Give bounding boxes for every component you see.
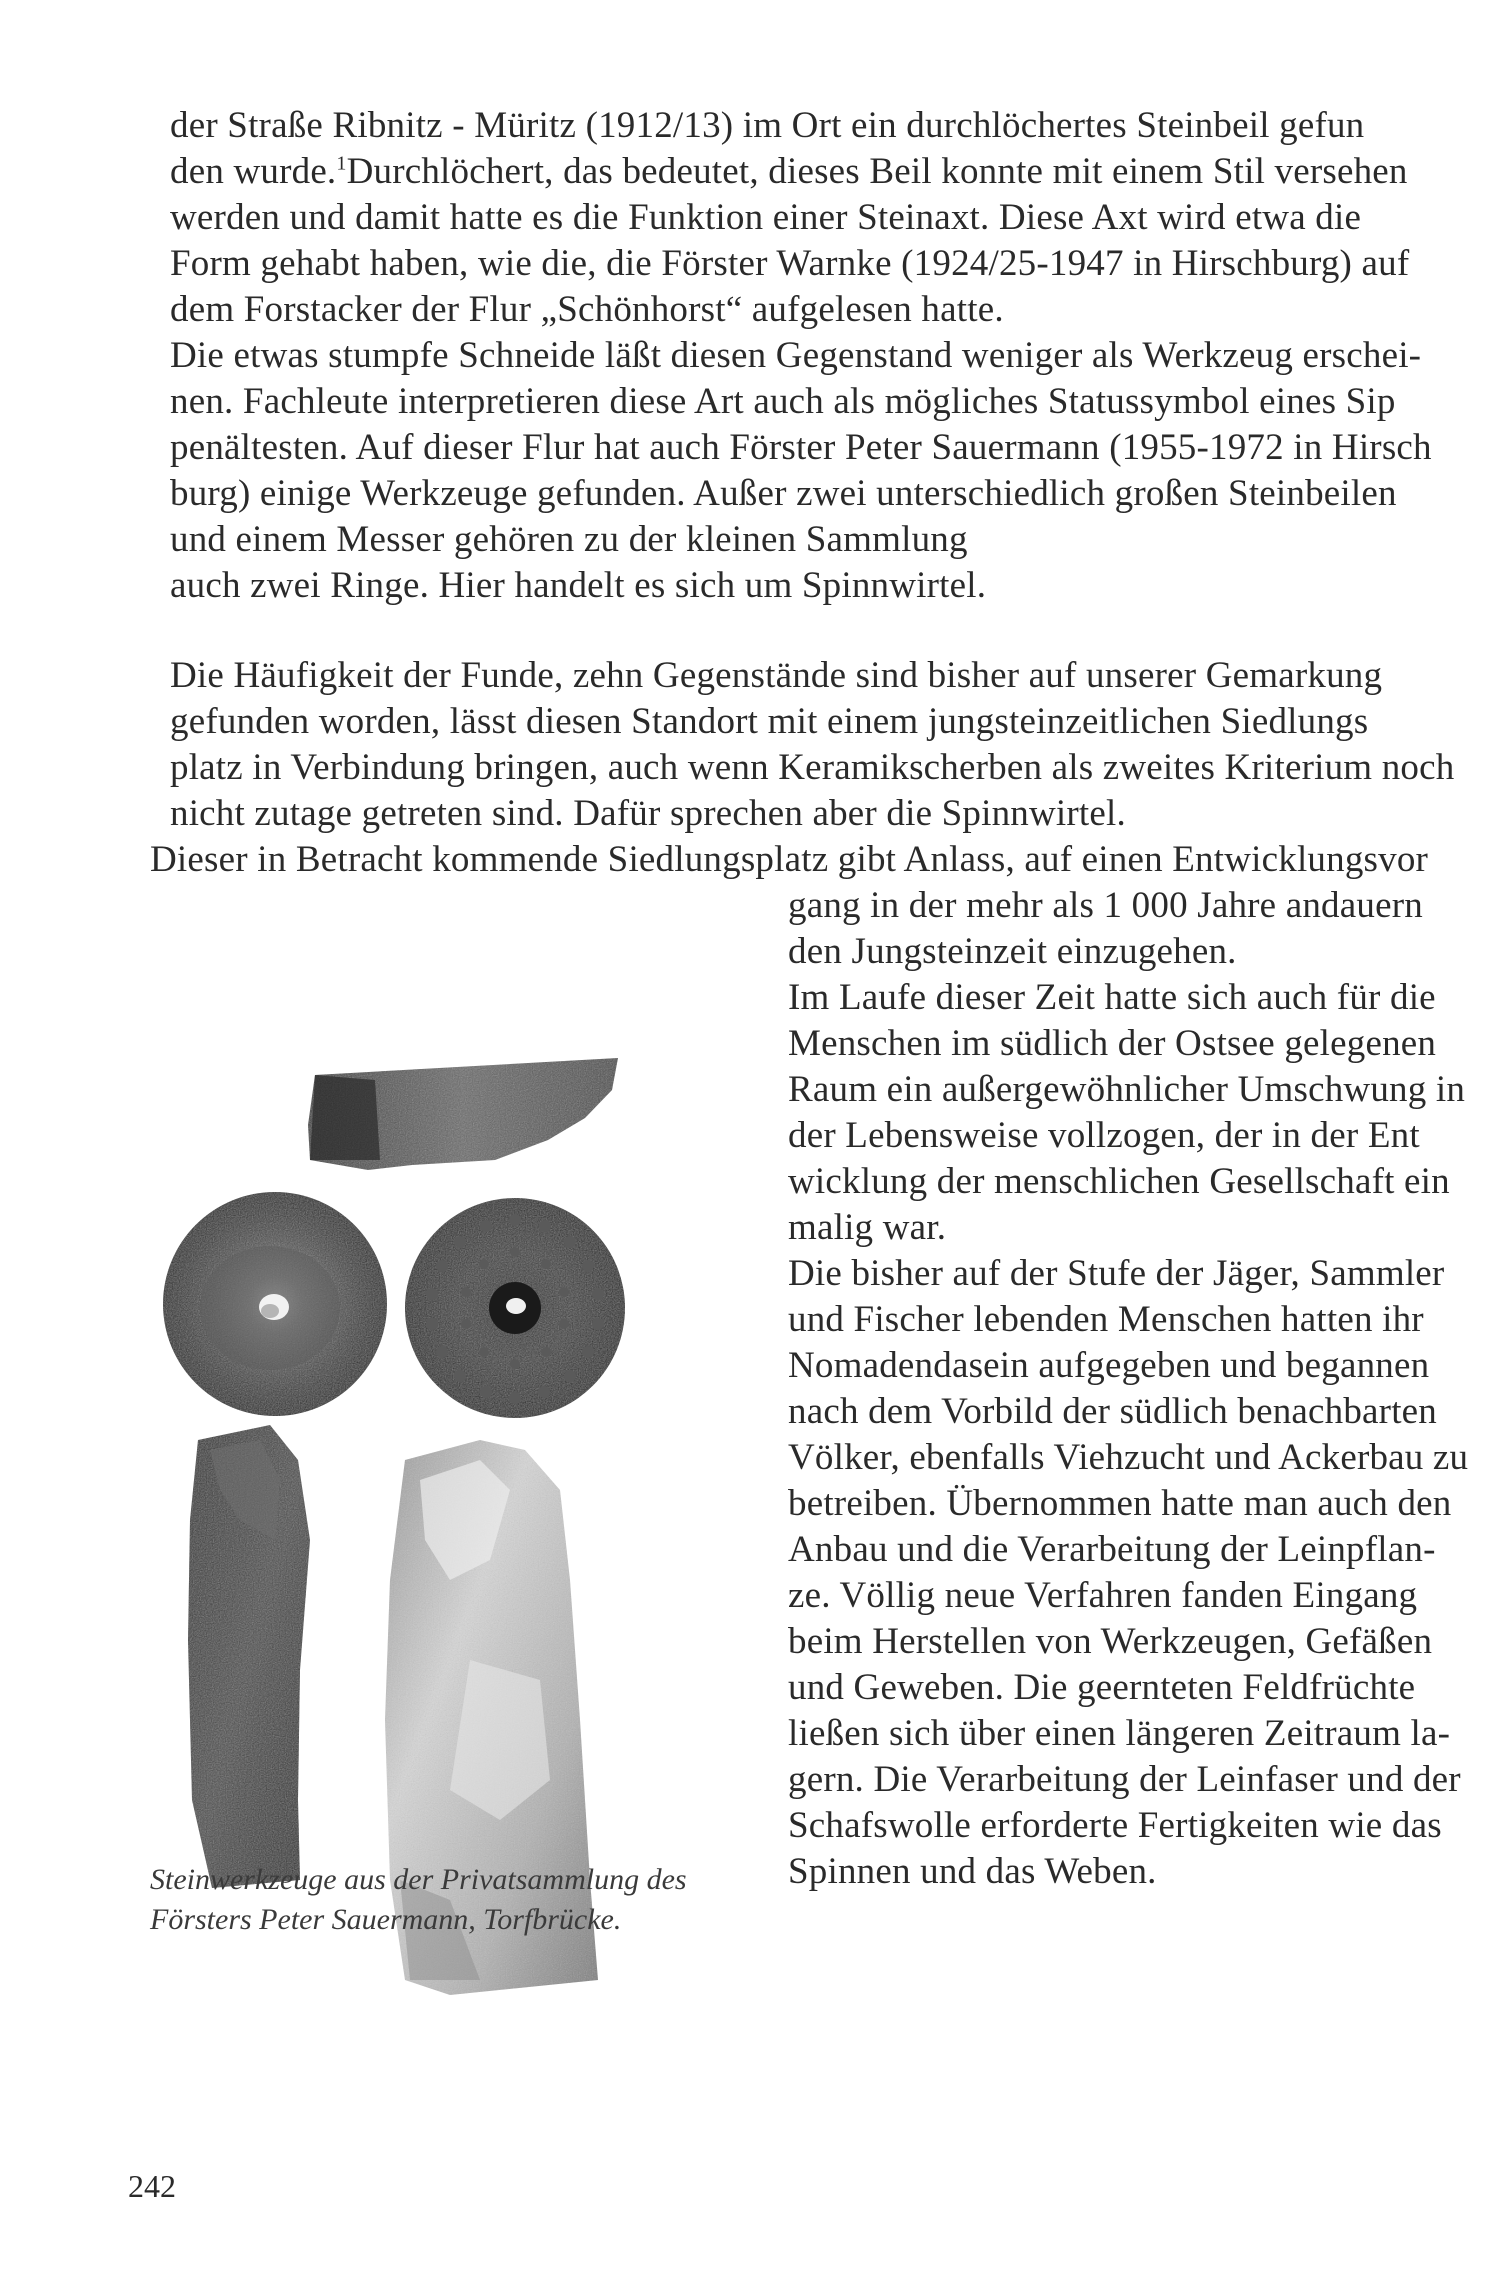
text-line: gang in der mehr als 1 000 Jahre andauern	[788, 885, 1423, 926]
text-fragment: Durchlöchert, das bedeutet, dieses Beil konnte mit einem Stil versehen	[346, 151, 1408, 192]
text-line	[170, 148, 1408, 196]
text-line: Dieser in Betracht kommende Siedlungsplatz gibt Anlass, auf einen Entwicklungsvor	[150, 839, 1429, 880]
text-line: und Fischer lebenden Menschen hatten ihr	[788, 1299, 1424, 1340]
text-line: Menschen im südlich der Ostsee gelegenen	[788, 1023, 1437, 1064]
text-line: Form gehabt haben, wie die, die Förster Warnke (1924/25-1947 in Hirschburg) auf	[170, 243, 1410, 284]
text-line: und einem Messer gehören zu der kleinen Sammlung	[170, 519, 968, 560]
text-line: burg) einige Werkzeuge gefunden. Außer zwei unterschiedlich großen Steinbeilen	[170, 473, 1397, 514]
page-number: 242	[128, 2168, 176, 2204]
photo-caption-line: Försters Peter Sauermann, Torfbrücke.	[150, 1903, 622, 1936]
text-line: Raum ein außergewöhnlicher Umschwung in	[788, 1069, 1466, 1110]
text-line: nach dem Vorbild der südlich benachbarten	[788, 1391, 1437, 1432]
text-line: gefunden worden, lässt diesen Standort mit einem jungsteinzeitlichen Siedlungs	[170, 701, 1369, 742]
spindle-whorl-plain	[163, 1192, 387, 1416]
text-line: Nomadendasein aufgegeben und begannen	[788, 1345, 1430, 1386]
text-fragment: den wurde.	[170, 151, 337, 192]
text-line: auch zwei Ringe. Hier handelt es sich um Spinnwirtel.	[170, 565, 987, 606]
text-line: malig war.	[788, 1207, 947, 1248]
text-line: nicht zutage getreten sind. Dafür sprechen aber die Spinnwirtel.	[170, 793, 1126, 834]
text-line: der Lebensweise vollzogen, der in der Ent	[788, 1115, 1420, 1156]
text-line: ze. Völlig neue Verfahren fanden Eingang	[788, 1575, 1418, 1616]
text-line: Die etwas stumpfe Schneide läßt diesen Gegenstand weniger als Werkzeug erschei-	[170, 335, 1422, 376]
text-line: den Jungsteinzeit einzugehen.	[788, 931, 1237, 972]
text-line: Die Häufigkeit der Funde, zehn Gegenstände sind bisher auf unserer Gemarkung	[170, 655, 1383, 696]
text-line: Die bisher auf der Stufe der Jäger, Sammler	[788, 1253, 1445, 1294]
text-line: werden und damit hatte es die Funktion einer Steinaxt. Diese Axt wird etwa die	[170, 197, 1362, 238]
text-line: gern. Die Verarbeitung der Leinfaser und der	[788, 1759, 1461, 1800]
text-line: dem Forstacker der Flur „Schönhorst“ aufgelesen hatte.	[170, 289, 1004, 330]
footnote-marker: 1	[336, 152, 347, 175]
text-line: ließen sich über einen längeren Zeitraum la-	[788, 1713, 1451, 1754]
text-line: und Geweben. Die geernteten Feldfrüchte	[788, 1667, 1416, 1708]
text-line: beim Herstellen von Werkzeugen, Gefäßen	[788, 1621, 1433, 1662]
photo-caption-line: Steinwerkzeuge aus der Privatsammlung des	[150, 1863, 687, 1896]
text-line: wicklung der menschlichen Gesellschaft ein	[788, 1161, 1450, 1202]
text-line: platz in Verbindung bringen, auch wenn Keramikscherben als zweites Kriterium noch	[170, 747, 1455, 788]
spindle-whorl-decorated	[405, 1198, 625, 1418]
text-line: Schafswolle erforderte Fertigkeiten wie das	[788, 1805, 1442, 1846]
text-line: Anbau und die Verarbeitung der Leinpflan-	[788, 1529, 1436, 1570]
text-line: Spinnen und das Weben.	[788, 1851, 1157, 1892]
text-line: penältesten. Auf dieser Flur hat auch Förster Peter Sauermann (1955-1972 in Hirsch	[170, 427, 1432, 468]
text-line: Völker, ebenfalls Viehzucht und Ackerbau zu	[788, 1437, 1469, 1478]
text-line: nen. Fachleute interpretieren diese Art auch als mögliches Statussymbol eines Sip	[170, 381, 1396, 422]
text-line: betreiben. Übernommen hatte man auch den	[788, 1483, 1452, 1524]
text-line: Im Laufe dieser Zeit hatte sich auch für die	[788, 977, 1436, 1018]
text-line: der Straße Ribnitz - Müritz (1912/13) im Ort ein durchlöchertes Steinbeil gefun	[170, 105, 1365, 146]
